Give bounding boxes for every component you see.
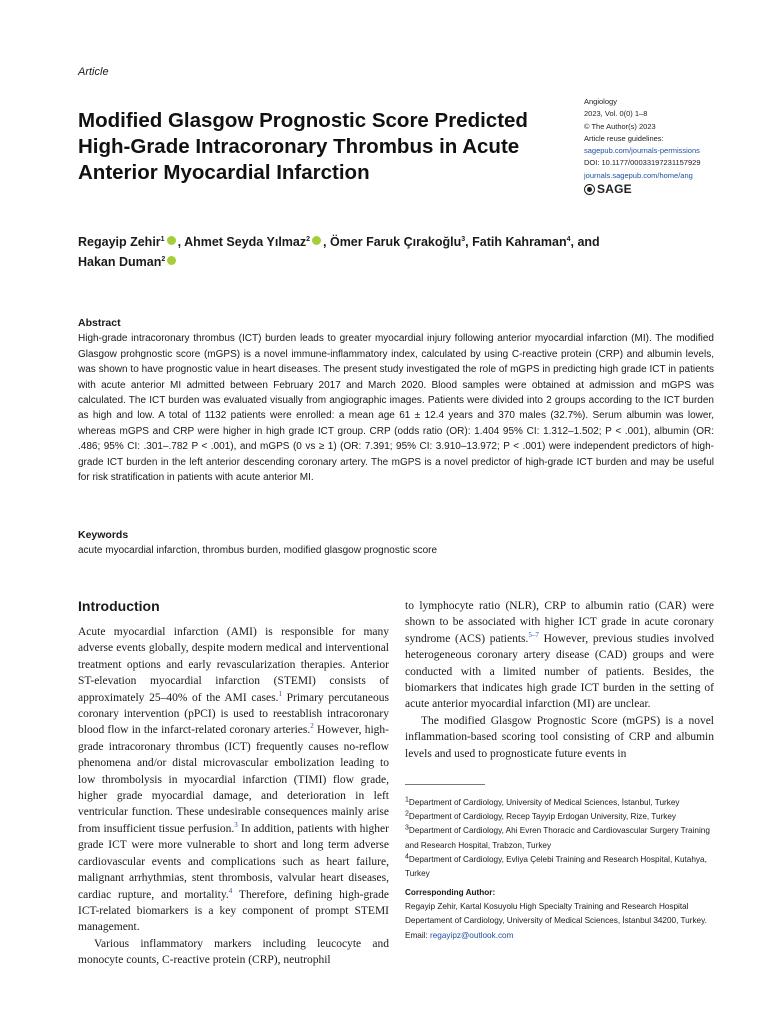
affiliation-item: $^4$Department of Cardiology, Evliya Çelebi Training and Research Hospital, Kutahya, Turkey [405,853,707,879]
copyright: © The Author(s) 2023 [584,121,656,131]
author-name: Ömer Faruk Çırakoğlu [329,235,462,249]
citation-ref[interactable]: 2 [310,722,314,731]
abstract-heading: Abstract [78,317,121,329]
keywords [78,528,714,559]
journal-volume: 2023, Vol. 0(0) 1–8 [584,109,648,119]
permissions-link[interactable]: sagepub.com/journals-permissions [584,146,700,156]
intro-paragraph-3: The modified Glasgow Prognostic Score (mGPS) is a novel inflammation-based scoring tool consisting of CRP and albumin levels and used to prognosticate future events in [405,714,714,760]
abstract-text: High-grade intracoronary thrombus (ICT) burden leads to greater myocardial injury following anterior myocardial infarction (MI). The modified Glasgow prohgnostic score (mGPS) is a novel immune-inflammatory index, calculated by using C-reactive protein (CRP) and albumin levels, was shown to have prognostic value in heart diseases. The present study investigated the role of mGPS in predicting high grade ICT in patients with acute anterior MI admitted between February 2017 and March 2020. Blood samples were obtained at admission and mGPS was calculated. The ICT burden was evaluated visually from angiographic images. Patients were divided into 2 groups according to the ICT burden as high and low. A total of 1132 patients were enrolled: a mean age 61 ± 12.4 years and 370 males (32.7%). Serum albumin was lower, whereas mGPS and CRP were higher in high grade ICT group. CRP (odds ratio (OR): 1.404 95% CI: 1.312–1.502; P < .001), albumin (OR: .486; 95% CI: .301–.782 P < .001), and mGPS (0 vs ≥ 1) (OR: 7.391; 95% CI: 3.910–13.972; P < .001) were independent predictors of high-grade ICT burden in the left anterior descending coronary artery. The mGPS is a novel predictor of high-grade ICT burden and may be useful for risk stratification in patients with acute anterior MI. [78,333,714,484]
citation-ref[interactable]: 4 [228,886,233,895]
citation-ref[interactable]: 1 [278,689,282,698]
right-column [405,598,714,762]
article-title: Modified Glasgow Prognostic Score Predicted High-Grade Intracoronary Thrombus in Acute Anterior Myocardial Infarction [78,109,528,184]
author-affiliation-ref: 4 [566,235,571,243]
sage-logo-icon [584,184,595,195]
sage-logo [584,183,754,195]
author-separator: , [465,235,473,249]
corresponding-email: Email: regayipz@outlook.com [405,930,514,940]
left-column [78,624,389,969]
orcid-icon[interactable] [167,256,176,265]
affiliation-item: $^3$Department of Cardiology, Ahi Evren Thoracic and Cardiovascular Surgery Training and Research Hospital, Trabzon, Turkey [405,824,710,850]
journal-meta [584,96,754,195]
doi: DOI: 10.1177/00033197231157929 [584,158,701,168]
author-name: Hakan Duman [78,255,162,269]
affiliation-item: $^2$Department of Cardiology, Recep Tayyip Erdogan University, Rize, Turkey [405,810,677,822]
introduction-heading: Introduction [78,598,160,614]
orcid-icon[interactable] [167,236,176,245]
intro-paragraph-2: Various inflammatory markers including leucocyte and monocyte counts, C-reactive protein (CRP), neutrophil [78,937,389,967]
author-separator: , and [570,235,600,249]
author-affiliation-ref: 2 [306,235,311,243]
corresponding-text: Regayip Zehir, Kartal Kosuyolu High Specialty Training and Research Hospital Depertament of Cardiology, University of Medical Sciences, İstanbul 34200, Turkey. [405,902,707,926]
intro-paragraph-2-continued: to lymphocyte ratio (NLR), CRP to albumin ratio (CAR) were shown to be associated with higher ICT grade in acute coronary syndrome (ACS) patients.$^{5-7}$ However, previous studies involved heterogeneous coronary artery disease (CAD) groups and were conducted with a limited number of patients. Besides, the biomarkers that indicates high grade ICT burden in the setting of acute anterior myocardial infarction (MI) are unclear. [405,600,715,711]
author-list [78,232,728,272]
author-name: Fatih Kahraman [472,235,567,249]
keywords-text: acute myocardial infarction, thrombus burden, modified glasgow prognostic score [78,545,438,557]
author-affiliation-ref: 1 [160,235,165,243]
email-link[interactable]: regayipz@outlook.com [430,930,514,940]
citation-ref[interactable]: 3 [234,821,238,830]
keywords-heading: Keywords [78,529,129,541]
author-separator: , [177,235,185,249]
citation-ref[interactable]: 5–7 [528,630,539,639]
reuse-label: Article reuse guidelines: [584,133,664,143]
corresponding-author [405,886,720,943]
orcid-icon[interactable] [312,236,321,245]
corresponding-heading: Corresponding Author: [405,888,496,897]
author-affiliation-ref: 2 [161,255,166,263]
author-affiliation-ref: 3 [461,235,466,243]
footnote-divider [405,784,485,785]
author-name: Regayip Zehir [78,235,161,249]
abstract [78,316,714,485]
intro-paragraph-1: Acute myocardial infarction (AMI) is responsible for many adverse events globally, despite modern medical and interventional treatment options and early revascularization therapies. Anterior ST-elevation myocardial infarction (STEMI) consists of approximately 25–40% of the AMI cases.$^1$ Primary percutaneous coronary intervention (pPCI) is used to reestablish intracoronary blood flow in the infarct-related coronary arteries.$^2$ However, high-grade intracoronary thrombus (ICT) frequently causes no-reflow phenomena and/or distal microvascular embolization leading to low thrombolysis in myocardial infarction (TIMI) flow grade, higher grade myocardial damage, and deterioration in left ventricular function. These undesirable consequences mainly arise from insufficient tissue perfusion.$^3$ In addition, patients with higher grade ICT were more vulnerable to short and long term adverse cardiovascular events and complications such as heart failure, malignant arrhythmias, stent thrombosis, valvular heart diseases, cardiac rupture, and mortality.$^4$ Therefore, defining high-grade ICT-related biomarkers is a key component of prompt STEMI management. [78,626,389,934]
sage-logo-text: SAGE [597,182,632,197]
article-type-label: Article [78,66,109,78]
author-name: Ahmet Seyda Yılmaz [184,235,307,249]
affiliation-item: $^1$Department of Cardiology, University of Medical Sciences, İstanbul, Turkey [405,796,680,807]
affiliations [405,796,720,881]
journal-name: Angiology [584,97,617,106]
journal-home-link[interactable]: journals.sagepub.com/home/ang [584,170,693,180]
author-separator: , [323,235,330,249]
